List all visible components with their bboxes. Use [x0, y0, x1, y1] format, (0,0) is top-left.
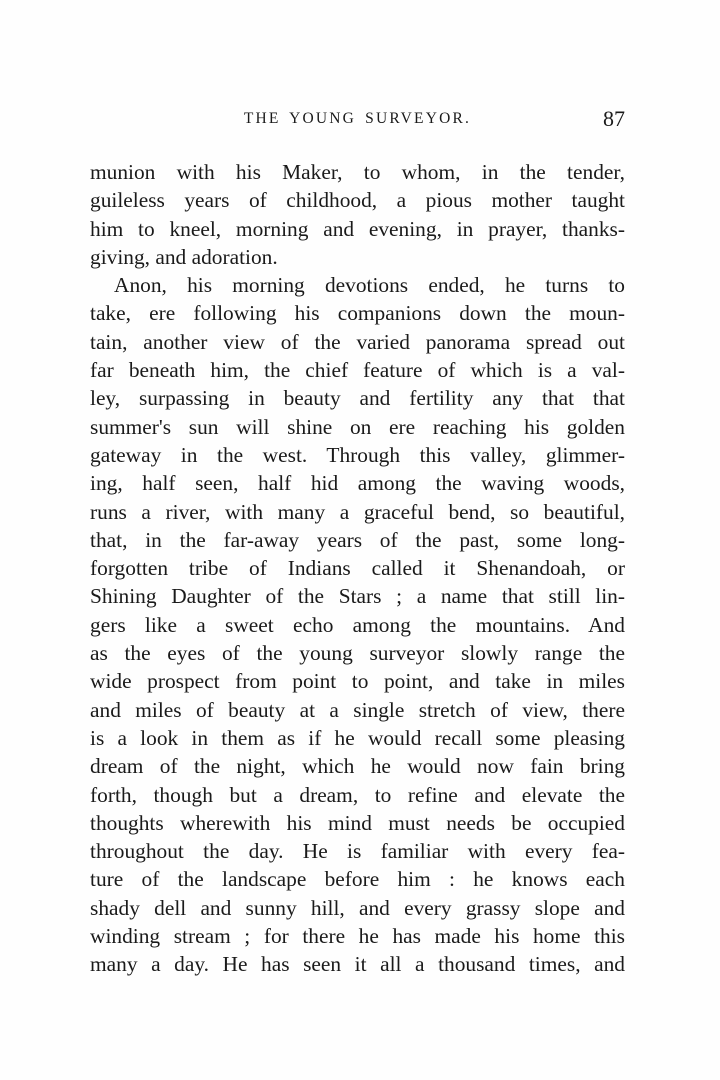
text-line: forgotten tribe of Indians called it Shenandoah, or — [90, 556, 625, 581]
text-line: forth, though but a dream, to refine and elevate the — [90, 782, 625, 807]
page-number: 87 — [603, 106, 625, 131]
text-line: giving, and adoration. — [90, 244, 278, 269]
text-line: take, ere following his companions down the moun- — [90, 301, 625, 326]
text-line: him to kneel, morning and evening, in prayer, thanks- — [90, 216, 625, 241]
text-line: is a look in them as if he would recall some pleasing — [90, 725, 625, 750]
text-line: far beneath him, the chief feature of which is a val- — [90, 358, 625, 383]
text-line: dream of the night, which he would now fain bring — [90, 754, 625, 779]
running-head — [90, 106, 625, 134]
text-line: and miles of beauty at a single stretch of view, there — [90, 697, 625, 722]
text-line: ley, surpassing in beauty and fertility any that that — [90, 386, 625, 411]
text-line: Shining Daughter of the Stars ; a name that still lin- — [90, 584, 625, 609]
body-text — [90, 158, 625, 979]
text-line: tain, another view of the varied panorama spread out — [90, 329, 625, 354]
text-line: throughout the day. He is familiar with every fea- — [90, 839, 625, 864]
text-line: ing, half seen, half hid among the waving woods, — [90, 471, 625, 496]
text-line: wide prospect from point to point, and take in miles — [90, 669, 625, 694]
text-line: as the eyes of the young surveyor slowly range the — [90, 641, 625, 666]
text-line: Anon, his morning devotions ended, he turns to — [114, 273, 625, 298]
text-line: guileless years of childhood, a pious mother taught — [90, 188, 625, 213]
text-line: gateway in the west. Through this valley, glimmer- — [90, 442, 625, 467]
running-title: THE YOUNG SURVEYOR. — [243, 110, 472, 127]
text-line: ture of the landscape before him : he knows each — [90, 867, 625, 892]
text-line: winding stream ; for there he has made his home this — [90, 924, 625, 949]
text-line: summer's sun will shine on ere reaching his golden — [90, 414, 625, 439]
text-line: thoughts wherewith his mind must needs be occupied — [90, 810, 625, 835]
text-line: many a day. He has seen it all a thousand times, and — [90, 952, 625, 977]
text-line: munion with his Maker, to whom, in the tender, — [90, 160, 625, 184]
text-line: runs a river, with many a graceful bend, so beautiful, — [90, 499, 625, 524]
text-line: gers like a sweet echo among the mountains. And — [90, 612, 625, 637]
text-line: shady dell and sunny hill, and every grassy slope and — [90, 895, 625, 920]
text-line: that, in the far-away years of the past, some long- — [90, 527, 625, 552]
